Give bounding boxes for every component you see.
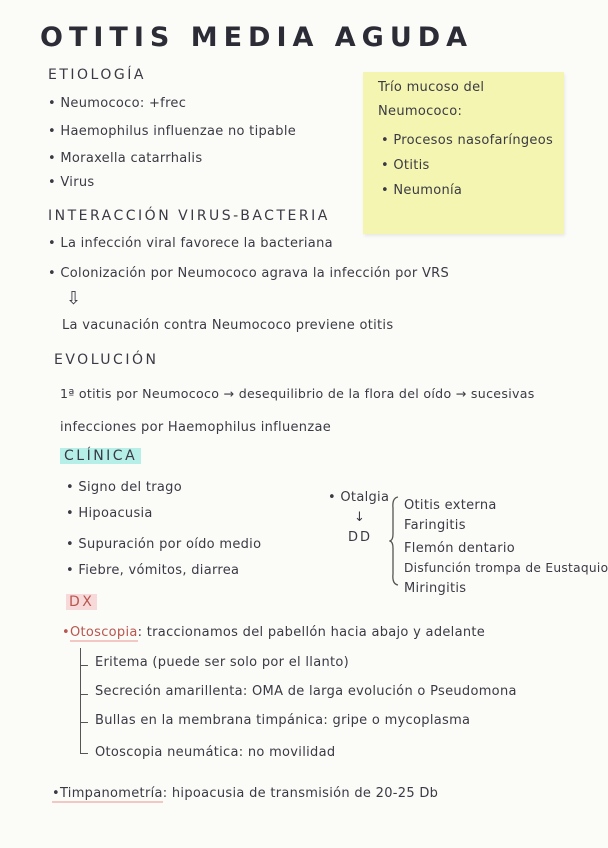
etiologia-item: • Neumococo: +frec bbox=[48, 96, 187, 111]
clinica-heading-label: CLÍNICA bbox=[60, 448, 141, 464]
tree-tick bbox=[80, 694, 88, 695]
dd-item: Disfunción trompa de Eustaquio bbox=[404, 561, 608, 575]
sticky-note-title: Neumococo: bbox=[378, 104, 463, 119]
timpanometria-text: : hipoacusia de transmisión de 20-25 Db bbox=[162, 786, 439, 801]
tree-line bbox=[80, 648, 81, 754]
etiologia-heading: ETIOLOGÍA bbox=[48, 67, 146, 83]
dx-heading-label: DX bbox=[66, 594, 97, 610]
sticky-note-item: • Neumonía bbox=[381, 183, 463, 198]
tree-tick bbox=[80, 722, 88, 723]
otoscopia-item: Eritema (puede ser solo por el llanto) bbox=[95, 655, 350, 670]
interaccion-item: • La infección viral favorece la bacteriana bbox=[48, 236, 333, 251]
otoscopia-item: Otoscopia neumática: no movilidad bbox=[95, 745, 336, 760]
dd-item: Faringitis bbox=[404, 518, 466, 533]
down-arrow-icon: ↓ bbox=[354, 510, 366, 525]
sticky-note-item: • Procesos nasofaríngeos bbox=[381, 133, 554, 148]
dd-item: Otitis externa bbox=[404, 498, 497, 513]
evolucion-heading: EVOLUCIÓN bbox=[54, 352, 159, 368]
otoscopia-label: Otoscopia bbox=[69, 625, 138, 640]
sticky-note-item: • Otitis bbox=[381, 158, 430, 173]
otoscopia-text: : traccionamos del pabellón hacia abajo y adelante bbox=[137, 625, 486, 640]
etiologia-item: • Haemophilus influenzae no tipable bbox=[48, 124, 297, 139]
interaccion-heading: INTERACCIÓN VIRUS-BACTERIA bbox=[48, 208, 330, 224]
tree-tick bbox=[80, 753, 88, 754]
clinica-item: • Fiebre, vómitos, diarrea bbox=[66, 563, 240, 578]
clinica-heading bbox=[60, 448, 141, 464]
otoscopia-line bbox=[62, 625, 485, 640]
otoscopia-item: Secreción amarillenta: OMA de larga evolución o Pseudomona bbox=[95, 684, 517, 699]
sticky-note bbox=[363, 72, 564, 234]
evolucion-text: infecciones por Haemophilus influenzae bbox=[60, 420, 332, 435]
sticky-note-title: Trío mucoso del bbox=[378, 80, 485, 95]
dd-item: Miringitis bbox=[404, 581, 467, 596]
dd-label: DD bbox=[348, 530, 373, 545]
otoscopia-item: Bullas en la membrana timpánica: gripe o mycoplasma bbox=[95, 713, 471, 728]
dx-heading bbox=[66, 594, 97, 610]
clinica-item: • Signo del trago bbox=[66, 480, 182, 495]
etiologia-item: • Moraxella catarrhalis bbox=[48, 151, 203, 166]
interaccion-item: • Colonización por Neumococo agrava la infección por VRS bbox=[48, 266, 450, 281]
brace-icon bbox=[389, 496, 399, 586]
page-title: OTITIS MEDIA AGUDA bbox=[40, 22, 474, 53]
timpanometria-line bbox=[52, 786, 438, 801]
interaccion-conclusion: La vacunación contra Neumococo previene otitis bbox=[62, 318, 394, 333]
otalgia-label: • Otalgia bbox=[328, 490, 390, 505]
etiologia-item: • Virus bbox=[48, 175, 95, 190]
clinica-item: • Hipoacusia bbox=[66, 506, 153, 521]
timpanometria-label: •Timpanometría bbox=[52, 786, 163, 801]
evolucion-text: 1ª otitis por Neumococo → desequilibrio de la flora del oído → sucesivas bbox=[60, 386, 535, 401]
dd-item: Flemón dentario bbox=[404, 541, 516, 556]
clinica-item: • Supuración por oído medio bbox=[66, 537, 262, 552]
otoscopia-bullet: • bbox=[62, 625, 70, 640]
down-arrow-icon: ⇩ bbox=[66, 288, 82, 309]
tree-tick bbox=[80, 665, 88, 666]
